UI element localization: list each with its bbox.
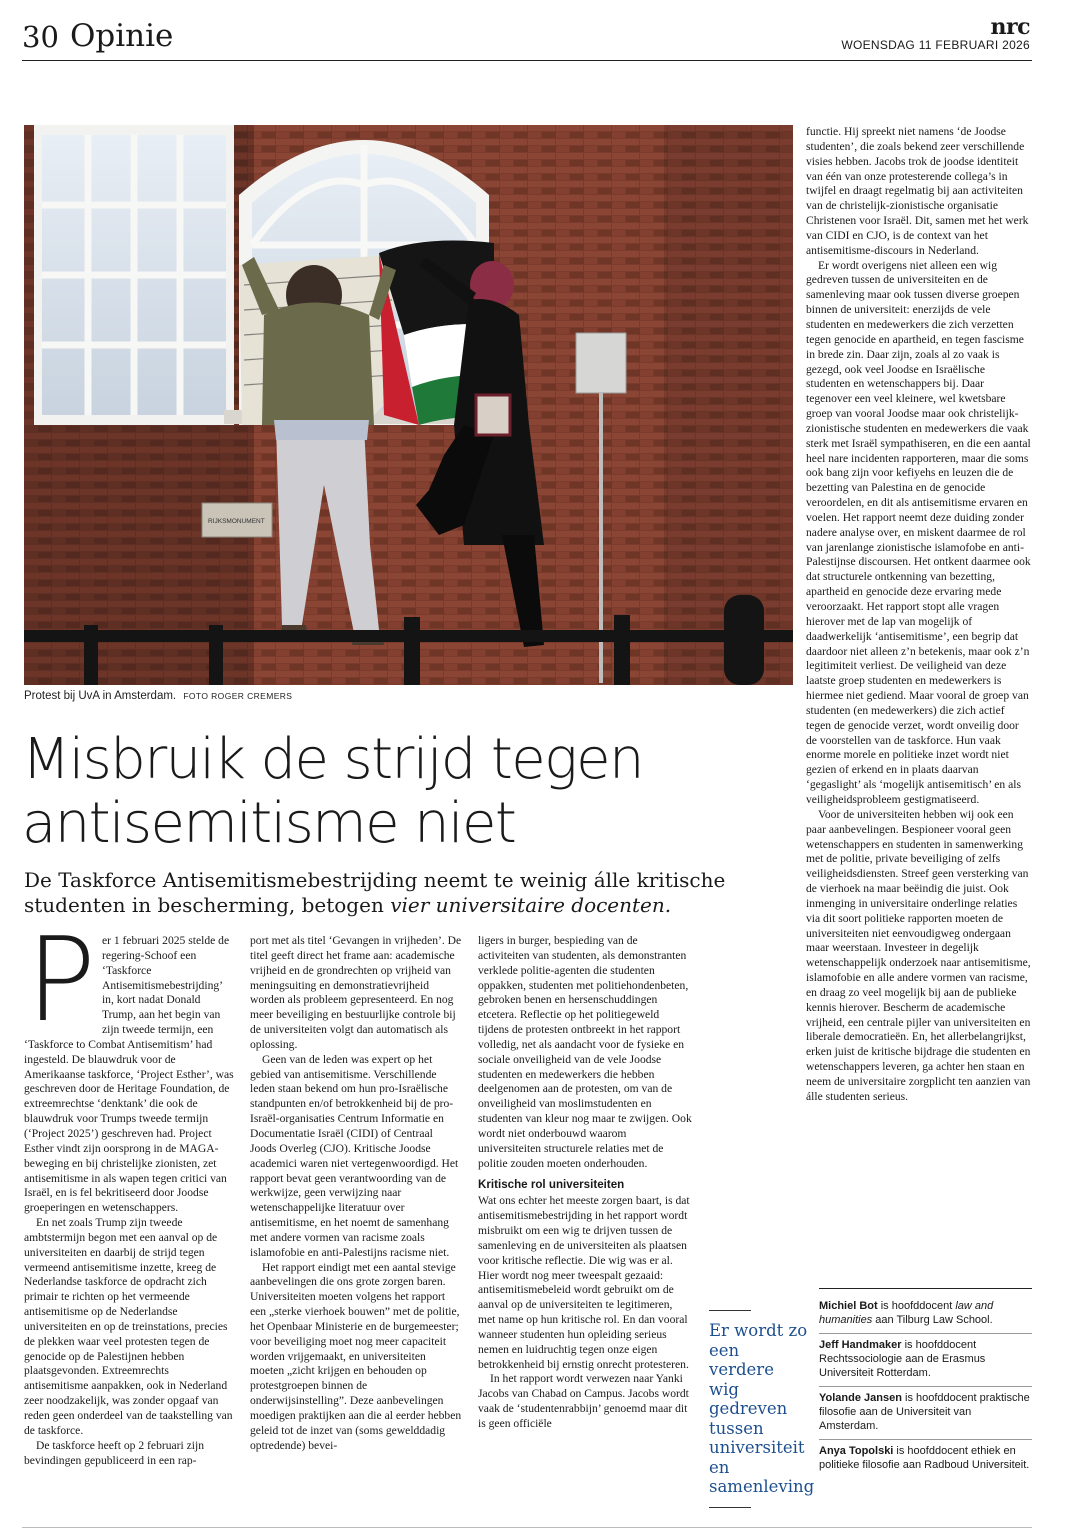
author-bio <box>819 1440 1032 1478</box>
author-name: Anya Topolski <box>819 1445 894 1457</box>
paragraph: Wat ons echter het meeste zorgen baart, is dat antisemitismebestrijding in het rapport wordt misbruikt om een wig te drijven tussen de samenleving en de universiteiten als plaatsen voor kritische reflectie. Die wig was er al. Hier wordt nog meer tweespalt gezaaid: antisemitismebeleid wordt gebruikt om de aanval op de universiteiten te legitimeren, met name op hun kritische rol. En dan vooral wanneer studenten hun opleiding serieus nemen en luidruchtig tegen onze eigen betrokkenheid bij ernstig onrecht protesteren. <box>478 1194 690 1371</box>
author-affiliation: aan Tilburg Law School. <box>872 1314 993 1326</box>
author-name: Michiel Bot <box>819 1300 878 1312</box>
pull-quote <box>709 1310 815 1508</box>
article-column-3 <box>478 934 692 1432</box>
author-bios <box>819 1288 1032 1478</box>
author-bio <box>819 1334 1032 1387</box>
paragraph: Er wordt overigens niet alleen een wig gedreven tussen de universiteiten en de samenleving maar ook tussen diverse groepen binnen de universiteit: enerzijds de vele studenten en medewerkers die zich verzetten tegen genocide en apartheid, en tegen fascisme in brede zin. Daar zijn, zoals al zo vaak is gezegd, ook veel Joodse en Israëlische studenten en wetenschappers bij. Daar tegenover een veel kleinere, wel kwetsbare groep van vooral Joodse maar ook christelijk-zionistische studenten en medewerkers die vaak sterk met Israël sympathiseren, en die een aantal heel nare incidenten rapporteren, maar die soms ook bang zijn voor kefiyehs en leuzen die de bezetting van Palestina en de genocide veroordelen, en dit als antisemitisme ervaren en voelen. Het rapport neemt deze duiding zonder nadere analyse over, en miskent daarmee de rol van jarenlange zionistische islamofobe en anti-Palestijnse discoursen. Het ontkent daarmee ook dat structurele ontkenning van bezetting, apartheid en genocide deze ervaring mede veroorzaakt. Het rapport stopt alle vragen hierover met de lap van mogelijk of daadwerkelijk ‘antisemitisme’, een begrip dat daardoor niet alleen z’n betekenis, maar ook z’n legitimiteit verliest. De veiligheid van deze laatste groep studenten en medewerkers is hiermee niet gediend. Maar vooral de groep van studenten (en medewerkers) die zich actief tegen de genocide verzet, wordt onveilig door de voorstellen van de taskforce. Hun vaak enorme morele en politieke inzet wordt niet gezien of erkend en in plaats daarvan ‘gegaslight’ als ‘mogelijk antisemitisch’ en als veiligheidsprobleem gestigmatiseerd. <box>806 258 1031 806</box>
pull-quote-text: Er wordt zo een verdere wig gedreven tussen universiteit en samenleving <box>709 1321 815 1496</box>
article-intro <box>24 868 784 918</box>
intro-authors: vier universitaire docenten. <box>390 893 672 917</box>
drop-cap: P <box>26 913 96 1048</box>
plaque-text: RIJKSMONUMENT <box>208 518 265 525</box>
section-title: Opinie <box>70 18 174 54</box>
page-bottom-rule <box>22 1527 1032 1528</box>
issue-date: WOENSDAG 11 FEBRUARI 2026 <box>841 38 1030 52</box>
intro-text: De Taskforce Antisemitismebestrijding neemt te weinig álle kritische studenten in bescherming, betogen <box>24 868 726 917</box>
article-column-2 <box>250 934 462 1454</box>
article-photo <box>24 125 793 685</box>
paragraph: In het rapport wordt verwezen naar Yanki Jacobs van Chabad on Campus. Jacobs wordt vaak de ‘studentenrabbijn’ genoemd maar dit is geen officiële <box>478 1372 689 1430</box>
paragraph: er 1 februari 2025 stelde de regering-Schoof een ‘Taskforce Antisemitismebestrijding’ in, kort nadat Donald Trump, aan het begin van zijn tweede termijn, een ‘Taskforce to Combat Antisemitism’ had ingesteld. De blauwdruk voor de Amerikaanse taskforce, ‘Project Esther’, was geschreven door de Heritage Foundation, de extreemrechtse ‘denktank’ die ook de blauwdruk voor Trumps tweede termijn (‘Project 2025’) geschreven had. Project Esther vindt zijn oorsprong in de MAGA-beweging en bij christelijke zionisten, zet antisemitisme in als wapen tegen critici van Israël, en is fel bekritiseerd door Joodse groeperingen en wetenschappers. <box>24 934 234 1215</box>
author-role: is hoofddocent ethiek en politieke filosofie aan Radboud Universiteit. <box>819 1445 1030 1471</box>
page-number: 30 <box>22 20 59 54</box>
paragraph: Voor de universiteiten hebben wij ook een paar aanbevelingen. Bespioneer vooral geen wetenschappers en studenten in samenwerking met de politie, private beveiliging of zelfs veiligheidsdiensten. Streef geen versterking van de vierhoek na maar beëindig die juist. Ook inmenging in universitaire onderlinge relaties via dit soort politieke rapporten moeten de universiteiten niet eenvoudigweg ondergaan maar weerstaan. Investeer in degelijk wetenschappelijk onderzoek naar antisemitisme, islamofobie en alle andere vormen van racisme, en draag zo veel mogelijk bij aan de publieke kennis hierover. Bescherm de academische vrijheid, een centrale pijler van universiteiten en liberale democratieën. En, het allerbelangrijkst, erken juist de kritische bijdrage die studenten en wetenschappers leveren, ga achter hen staan en neem de universitaire zorgplicht ten aanzien van álle studenten serieus. <box>806 807 1031 1103</box>
author-name: Jeff Handmaker <box>819 1339 902 1351</box>
author-bio <box>819 1387 1032 1440</box>
paragraph: De taskforce heeft op 2 februari zijn bevindingen gepubliceerd in een rap- <box>24 1438 205 1467</box>
paragraph: En net zoals Trump zijn tweede ambtstermijn begon met een aanval op de universiteiten en daarbij de strijd tegen vermeend antisemitisme inzette, kreeg de Nederlandse taskforce de opdracht zich primair te richten op het vermeende antisemitisme op de Nederlandse universiteiten en op de treinstations, precies de plekken waar veel protesten tegen de genocide op de Palestijnen hebben plaatsgevonden. Extreemrechts antisemitisme aanpakken, ook in Nederland zeer noodzakelijk, was zonder opgaaf van reden geen onderdeel van de taakstelling van de taskforce. <box>24 1216 233 1437</box>
paragraph: Het rapport eindigt met een aantal stevige aanbevelingen die ons grote zorgen baren. Universiteiten moeten volgens het rapport een „sterke vierhoek bouwen” met de politie, het Openbaar Ministerie en de burgemeester; voor beveiliging moet nog meer capaciteit worden vrijgemaakt, en universiteiten moeten „zicht krijgen en behouden op protestgroepen binnen de onderwijsinstelling”. Deze aanbevelingen moedigen praktijken aan die al eerder hebben geleid tot de inzet van (soms gewelddadig optredende) bevei- <box>250 1260 462 1452</box>
author-bio <box>819 1295 1032 1334</box>
headline-line-1: Misbruik de strijd tegen <box>22 727 643 792</box>
protest-photo-illustration <box>24 125 793 685</box>
newspaper-logo: nrc <box>990 14 1030 40</box>
article-column-4 <box>806 125 1032 1105</box>
pull-quote-rule-top <box>709 1310 751 1311</box>
paragraph: Geen van de leden was expert op het gebied van antisemitisme. Verschillende leden staan bekend om hun pro-Israëlische standpunten en/of betrokkenheid bij de pro-Israël-organisaties Centrum Informatie en Documentatie Israël (CIDI) of Centraal Joods Overleg (CJO). Kritische Joodse academici waren niet vertegenwoordigd. Het rapport bevat geen verantwoording van de werkwijze, geen verwijzing naar wetenschappelijke literatuur over antisemitisme, en het noemt de samenhang met andere vormen van racisme zoals islamofobie en anti-Palestijns racisme niet. <box>250 1052 459 1259</box>
masthead <box>22 14 1032 61</box>
author-name: Yolande Jansen <box>819 1392 902 1404</box>
photo-caption <box>24 690 292 702</box>
pull-quote-rule-bottom <box>709 1507 751 1508</box>
author-role: is hoofddocent <box>877 1300 956 1312</box>
author-field: law and humanities <box>819 1300 994 1326</box>
article-column-1 <box>24 913 235 1468</box>
paragraph: ligers in burger, bespieding van de activiteiten van studenten, als demonstranten verklede politie-agenten die studenten oppakken, studenten met politiehondenbeten, gebroken benen en hersenschuddingen etcetera. Reflectie op het politiegeweld tijdens de protesten ontbreekt in het rapport volledig, net als aandacht voor de fysieke en sociale onveiligheid van de vele Joodse studenten en medewerkers die hebben deelgenomen aan de protesten, om van de onveiligheid van moslimstudenten en studenten van kleur nog maar te zwijgen. Ook wordt niet onderbouwd waarom universiteiten structurele relaties met de politie zouden moeten onderhouden. <box>478 934 692 1170</box>
section-subheading: Kritische rol universiteiten <box>478 1177 625 1191</box>
paragraph: port met als titel ‘Gevangen in vrijheden’. De titel geeft direct het frame aan: academische vrijheid en de grondrechten op vrijheid van meningsuiting en demonstratievrijheid worden als probleem gepresenteerd. En nog meer beveiliging en bestuurlijke controle bij de universiteiten volgt dan automatisch als oplossing. <box>250 934 462 1051</box>
headline-line-2: antisemitisme niet <box>22 791 516 856</box>
photo-credit: FOTO ROGER CREMERS <box>183 691 293 701</box>
caption-text: Protest bij UvA in Amsterdam. <box>24 690 177 702</box>
article-headline <box>22 728 782 856</box>
paragraph: functie. Hij spreekt niet namens ‘de Joodse studenten’, die zoals bekend zeer verschillende visies hebben. Jacobs trok de joodse identiteit van één van onze protesterende collega’s in twijfel en draagt regelmatig bij aan activiteiten van de christelijk-zionistische organisatie Christenen voor Israël. Dit, samen met het werk van CIDI en CJO, is de context van het antisemitisme-discours in Nederland. <box>806 125 1029 257</box>
author-role: is hoofddocent Rechtssociologie aan de Erasmus Universiteit Rotterdam. <box>819 1339 986 1379</box>
author-role: is hoofddocent praktische filosofie aan de Universiteit van Amsterdam. <box>819 1392 1030 1432</box>
